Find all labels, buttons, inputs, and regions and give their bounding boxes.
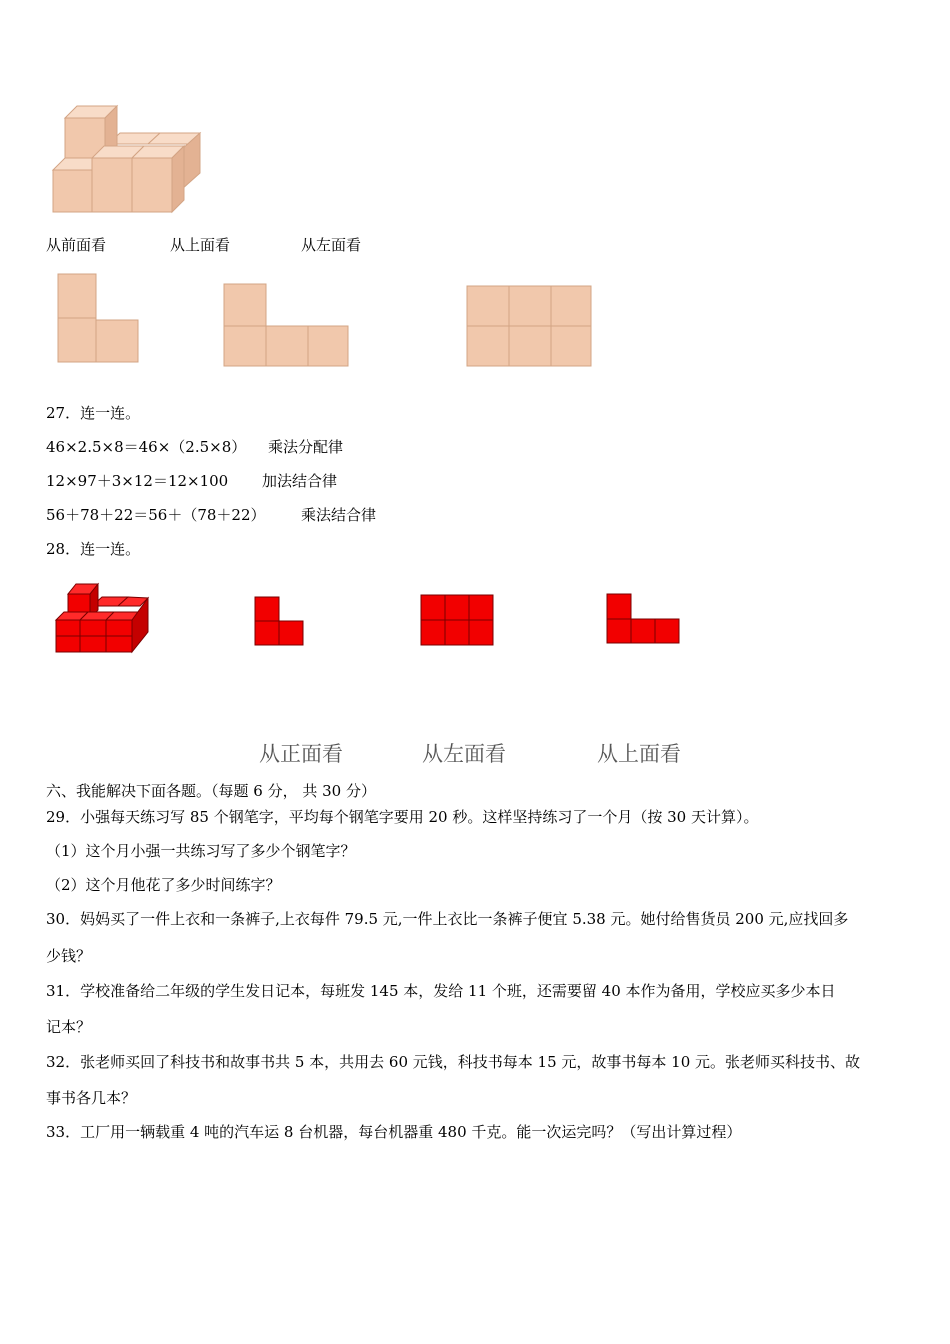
q30-line2: 少钱？ — [46, 947, 92, 965]
q29-text: 29．小强每天练习写 85 个钢笔字，平均每个钢笔字要用 20 秒。这样坚持练习了一个月（按 30 天计算）。 — [46, 808, 759, 826]
q27-expression-1: 46×2.5×8＝46×（2.5×8） — [46, 438, 247, 456]
q27-heading: 27．连一连。 — [46, 404, 141, 422]
q28-caption-top: 从上面看 — [597, 742, 681, 766]
q31-line2: 记本？ — [46, 1018, 92, 1036]
q28-caption-front: 从正面看 — [259, 742, 343, 766]
q31-line1: 31．学校准备给二年级的学生发日记本，每班发 145 本，发给 11 个班，还需要留 40 本作为备用，学校应买多少本日 — [46, 982, 836, 1000]
q26-cube-stack-figure — [48, 100, 208, 216]
q28-caption-left: 从左面看 — [422, 742, 506, 766]
q28-view-shape-1 — [253, 595, 307, 647]
q26-view-shape-3 — [465, 284, 595, 370]
q26-view-shape-1 — [56, 272, 142, 366]
q26-view-shape-2 — [222, 282, 352, 370]
q30-line1: 30．妈妈买了一件上衣和一条裤子,上衣每件 79.5 元,一件上衣比一条裤子便宜 5.38 元。她付给售货员 200 元,应找回多 — [46, 910, 849, 928]
q27-expression-3: 56＋78＋22＝56＋（78＋22） — [46, 506, 266, 524]
q27-expression-2: 12×97＋3×12＝12×100 — [46, 472, 229, 490]
q26-view-label-front: 从前面看 — [46, 236, 107, 254]
q26-view-label-left: 从左面看 — [301, 236, 362, 254]
q32-line2: 事书各几本？ — [46, 1089, 137, 1107]
q27-law-1: 乘法分配律 — [268, 438, 344, 456]
q28-view-shape-2 — [419, 593, 495, 647]
q32-line1: 32．张老师买回了科技书和故事书共 5 本，共用去 60 元钱，科技书每本 15 元，故事书每本 10 元。张老师买科技书、故 — [46, 1053, 861, 1071]
q29-sub1: （1）这个月小强一共练习写了多少个钢笔字？ — [46, 842, 356, 860]
q28-red-cube-stack-figure — [52, 580, 152, 656]
q26-view-label-top: 从上面看 — [170, 236, 231, 254]
q27-law-2: 加法结合律 — [262, 472, 338, 490]
q33-text: 33．工厂用一辆载重 4 吨的汽车运 8 台机器，每台机器重 480 千克。能一次运完吗？（写出计算过程） — [46, 1123, 742, 1141]
q28-heading: 28．连一连。 — [46, 540, 141, 558]
q28-view-shape-3 — [605, 592, 681, 646]
section6-title: 六、我能解决下面各题。（每题 6 分， 共 30 分） — [46, 782, 376, 800]
q29-sub2: （2）这个月他花了多少时间练字？ — [46, 876, 281, 894]
q27-law-3: 乘法结合律 — [301, 506, 377, 524]
